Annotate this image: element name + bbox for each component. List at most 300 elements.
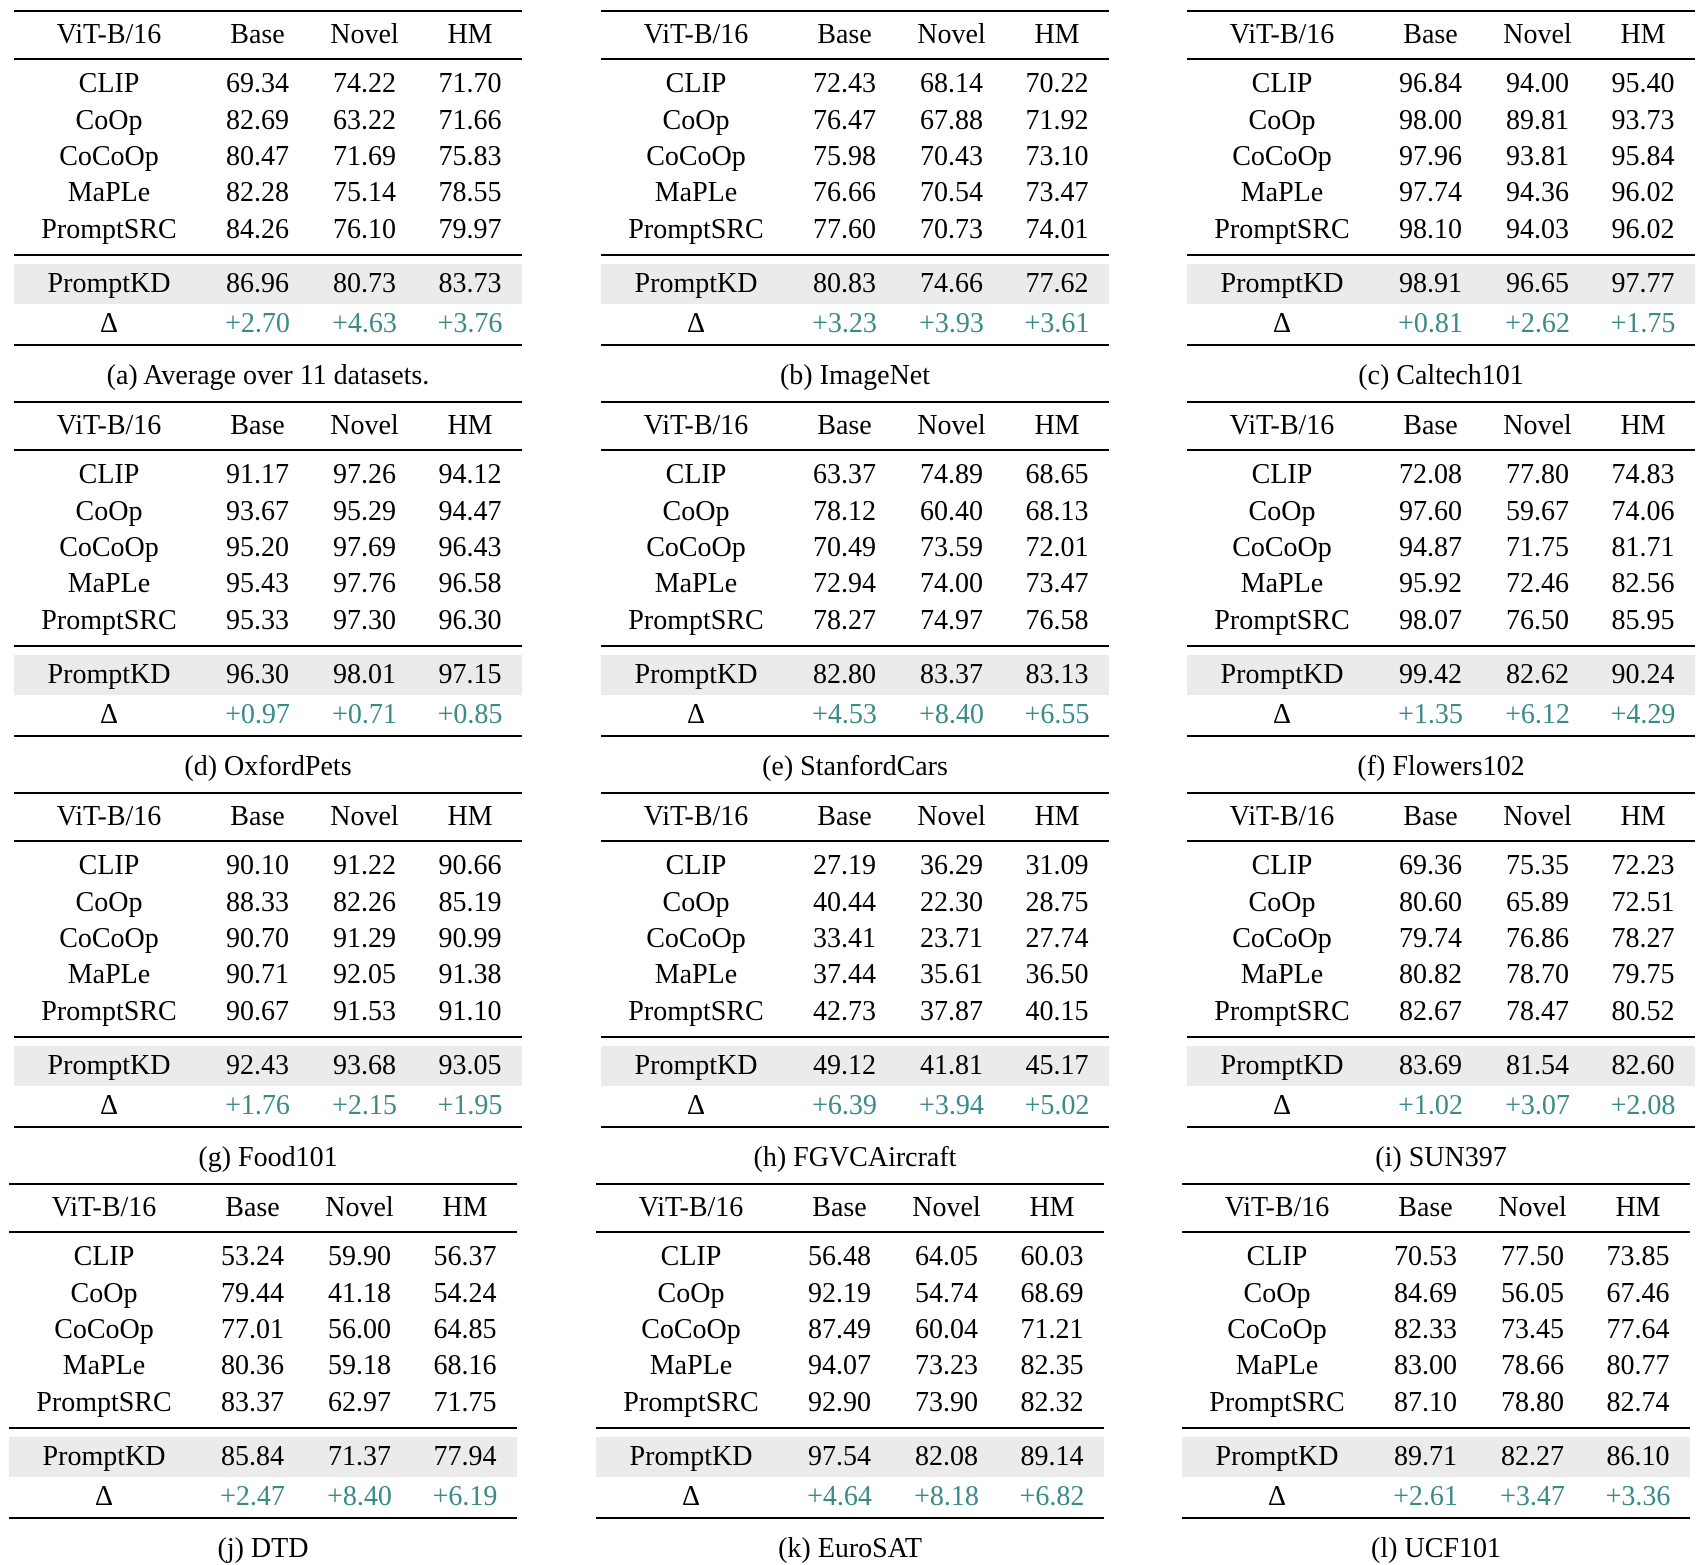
score-cell: 70.54: [920, 177, 983, 209]
score-cell: 54.24: [433, 1277, 497, 1309]
score-cell: 64.85: [433, 1313, 497, 1345]
method-name: CLIP: [660, 1241, 722, 1273]
table-row: [601, 921, 1109, 957]
score-cell: 60.04: [915, 1313, 978, 1345]
result-table: [9, 1183, 517, 1519]
table-caption: (b) ImageNet: [779, 359, 931, 391]
table-row: [596, 1385, 1104, 1428]
table-row: [1187, 603, 1695, 646]
method-name: CoOp: [662, 495, 730, 527]
metric-header: Base: [1403, 410, 1458, 441]
score-cell: 60.03: [1020, 1241, 1084, 1273]
method-name: CoOp: [1248, 886, 1316, 918]
method-name: CoOp: [75, 886, 143, 918]
result-table: [14, 10, 522, 346]
method-name: PromptKD: [601, 655, 791, 695]
metric-header: HM: [442, 1192, 488, 1223]
method-name: CoCoOp: [59, 140, 159, 172]
table-row: [1182, 1232, 1690, 1275]
delta-symbol: Δ: [686, 698, 705, 730]
score-cell: 97.77: [1591, 264, 1695, 304]
delta-cell: +4.64: [807, 1480, 872, 1512]
score-cell: 87.10: [1394, 1386, 1457, 1418]
score-cell: 59.90: [328, 1241, 391, 1273]
score-cell: 97.26: [333, 459, 396, 491]
result-table-panel: [1187, 792, 1695, 1174]
delta-cell: +6.82: [1019, 1480, 1085, 1512]
score-cell: 96.02: [1611, 213, 1675, 245]
score-cell: 72.51: [1611, 886, 1675, 918]
result-table-panel: [1182, 1183, 1690, 1565]
method-name: CoCoOp: [1232, 922, 1332, 954]
method-name: CLIP: [78, 68, 140, 100]
score-cell: 94.87: [1399, 531, 1462, 563]
score-cell: 91.17: [226, 459, 289, 491]
delta-symbol: Δ: [686, 307, 705, 339]
score-cell: 97.96: [1399, 140, 1462, 172]
method-name: PromptKD: [1187, 1046, 1377, 1086]
score-cell: 56.05: [1501, 1277, 1564, 1309]
score-cell: 97.30: [333, 604, 396, 636]
score-cell: 77.80: [1506, 459, 1569, 491]
delta-cell: +2.61: [1393, 1480, 1458, 1512]
score-cell: 73.23: [915, 1350, 978, 1382]
score-cell: 82.67: [1399, 995, 1462, 1027]
method-name: MaPLe: [67, 568, 151, 600]
result-table-panel: [9, 1183, 517, 1565]
header-row: [14, 11, 522, 59]
score-cell: 60.40: [920, 495, 983, 527]
highlighted-row: [601, 655, 1109, 695]
score-cell: 64.05: [915, 1241, 978, 1273]
score-cell: 36.29: [920, 850, 983, 882]
table-row: [601, 139, 1109, 175]
score-cell: 80.83: [791, 264, 898, 304]
score-cell: 93.67: [226, 495, 289, 527]
score-cell: 96.02: [1611, 177, 1675, 209]
score-cell: 68.13: [1025, 495, 1089, 527]
header-row: [14, 793, 522, 841]
score-cell: 82.69: [226, 104, 289, 136]
method-name: CoCoOp: [59, 922, 159, 954]
highlighted-row: [9, 1437, 517, 1477]
highlighted-row: [14, 264, 522, 304]
method-name: PromptSRC: [628, 995, 764, 1027]
score-cell: 78.27: [1611, 922, 1675, 954]
score-cell: 98.07: [1399, 604, 1462, 636]
score-cell: 89.71: [1372, 1437, 1479, 1477]
score-cell: 40.15: [1025, 995, 1089, 1027]
method-name: CoOp: [1248, 495, 1316, 527]
metric-header: Base: [230, 801, 285, 832]
score-cell: 90.24: [1591, 655, 1695, 695]
delta-cell: +0.85: [437, 698, 503, 730]
table-caption: (l) UCF101: [1371, 1532, 1501, 1564]
score-cell: 41.81: [898, 1046, 1005, 1086]
table-row: [1187, 884, 1695, 920]
result-table: [601, 792, 1109, 1128]
score-cell: 87.49: [808, 1313, 871, 1345]
score-cell: 45.17: [1005, 1046, 1109, 1086]
score-cell: 56.48: [808, 1241, 871, 1273]
result-table: [1187, 792, 1695, 1128]
score-cell: 99.42: [1377, 655, 1484, 695]
score-cell: 83.37: [221, 1386, 284, 1418]
result-table: [14, 401, 522, 737]
metric-header: HM: [1034, 410, 1080, 441]
score-cell: 76.66: [813, 177, 876, 209]
highlighted-row: [1187, 655, 1695, 695]
score-cell: 82.80: [791, 655, 898, 695]
score-cell: 74.97: [920, 604, 983, 636]
result-table-panel: [1187, 10, 1695, 392]
score-cell: 96.58: [438, 568, 502, 600]
delta-row: [596, 1477, 1104, 1518]
backbone-header: ViT-B/16: [1229, 801, 1335, 832]
delta-cell: +2.70: [225, 307, 290, 339]
delta-symbol: Δ: [686, 1089, 705, 1121]
score-cell: 49.12: [791, 1046, 898, 1086]
header-row: [1187, 793, 1695, 841]
score-cell: 90.99: [438, 922, 502, 954]
score-cell: 70.53: [1394, 1241, 1457, 1273]
method-name: PromptKD: [14, 655, 204, 695]
score-cell: 95.84: [1611, 140, 1675, 172]
table-row: [1182, 1275, 1690, 1311]
score-cell: 76.47: [813, 104, 876, 136]
metric-header: Novel: [1503, 410, 1572, 441]
score-cell: 73.45: [1501, 1313, 1564, 1345]
score-cell: 90.66: [438, 850, 502, 882]
table-row: [9, 1348, 517, 1384]
score-cell: 91.10: [438, 995, 502, 1027]
table-row: [1187, 957, 1695, 993]
table-caption: (g) Food101: [198, 1141, 338, 1173]
score-cell: 28.75: [1025, 886, 1089, 918]
delta-row: [601, 1086, 1109, 1127]
delta-cell: +3.94: [919, 1089, 984, 1121]
score-cell: 72.43: [813, 68, 876, 100]
delta-symbol: Δ: [681, 1480, 700, 1512]
score-cell: 75.83: [438, 140, 502, 172]
table-row: [9, 1275, 517, 1311]
score-cell: 65.89: [1506, 886, 1569, 918]
table-caption: (f) Flowers102: [1357, 750, 1525, 782]
header-row: [1182, 1184, 1690, 1232]
score-cell: 82.08: [893, 1437, 1000, 1477]
score-cell: 84.26: [226, 213, 289, 245]
score-cell: 82.74: [1606, 1386, 1670, 1418]
table-row: [601, 175, 1109, 211]
metric-header: HM: [1029, 1192, 1075, 1223]
score-cell: 94.12: [438, 459, 502, 491]
method-name: CoOp: [1243, 1277, 1311, 1309]
metric-header: Base: [225, 1192, 280, 1223]
highlighted-row: [601, 1046, 1109, 1086]
table-row: [14, 884, 522, 920]
score-cell: 73.59: [920, 531, 983, 563]
table-row: [596, 1275, 1104, 1311]
metric-header: Novel: [912, 1192, 981, 1223]
table-row: [1187, 59, 1695, 102]
score-cell: 92.90: [808, 1386, 871, 1418]
table-row: [9, 1312, 517, 1348]
backbone-header: ViT-B/16: [56, 19, 162, 50]
table-row: [1187, 994, 1695, 1037]
score-cell: 56.00: [328, 1313, 391, 1345]
delta-row: [1187, 695, 1695, 736]
highlighted-row: [14, 655, 522, 695]
score-cell: 95.40: [1611, 68, 1675, 100]
score-cell: 70.49: [813, 531, 876, 563]
delta-cell: +1.35: [1398, 698, 1463, 730]
table-row: [601, 566, 1109, 602]
score-cell: 95.92: [1399, 568, 1462, 600]
metric-header: Novel: [330, 410, 399, 441]
table-row: [14, 450, 522, 493]
method-name: MaPLe: [1240, 177, 1324, 209]
highlighted-row: [1187, 1046, 1695, 1086]
table-row: [1187, 530, 1695, 566]
backbone-header: ViT-B/16: [638, 1192, 744, 1223]
score-cell: 97.54: [786, 1437, 893, 1477]
result-table: [601, 10, 1109, 346]
result-table-panel: [14, 401, 522, 783]
score-cell: 80.36: [221, 1350, 284, 1382]
metric-header: Novel: [917, 19, 986, 50]
score-cell: 74.06: [1611, 495, 1675, 527]
score-cell: 72.08: [1399, 459, 1462, 491]
highlighted-row: [596, 1437, 1104, 1477]
delta-cell: +0.97: [225, 698, 290, 730]
score-cell: 78.27: [813, 604, 876, 636]
method-name: CLIP: [665, 68, 727, 100]
backbone-header: ViT-B/16: [56, 801, 162, 832]
score-cell: 22.30: [920, 886, 983, 918]
score-cell: 72.01: [1025, 531, 1089, 563]
method-name: CoOp: [657, 1277, 725, 1309]
method-name: CLIP: [665, 850, 727, 882]
method-name: CLIP: [665, 459, 727, 491]
method-name: MaPLe: [67, 959, 151, 991]
metric-header: Novel: [1503, 19, 1572, 50]
score-cell: 27.19: [813, 850, 876, 882]
score-cell: 71.69: [333, 140, 396, 172]
table-row: [14, 994, 522, 1037]
delta-row: [1182, 1477, 1690, 1518]
score-cell: 67.46: [1606, 1277, 1670, 1309]
score-cell: 73.90: [915, 1386, 978, 1418]
metric-header: Base: [817, 801, 872, 832]
method-name: CLIP: [78, 850, 140, 882]
score-cell: 63.22: [333, 104, 396, 136]
method-name: CLIP: [1251, 459, 1313, 491]
delta-cell: +2.62: [1505, 307, 1570, 339]
delta-cell: +3.47: [1500, 1480, 1565, 1512]
score-cell: 83.37: [898, 655, 1005, 695]
table-row: [1187, 566, 1695, 602]
method-name: MaPLe: [1240, 568, 1324, 600]
score-cell: 78.47: [1506, 995, 1569, 1027]
delta-cell: +4.29: [1610, 698, 1676, 730]
score-cell: 71.92: [1025, 104, 1089, 136]
result-table: [14, 792, 522, 1128]
header-row: [596, 1184, 1104, 1232]
score-cell: 73.47: [1025, 177, 1089, 209]
backbone-header: ViT-B/16: [56, 410, 162, 441]
table-row: [601, 102, 1109, 138]
table-row: [596, 1312, 1104, 1348]
table-caption: (c) Caltech101: [1358, 359, 1524, 391]
score-cell: 76.50: [1506, 604, 1569, 636]
score-cell: 85.95: [1611, 604, 1675, 636]
score-cell: 93.05: [418, 1046, 522, 1086]
method-name: PromptKD: [1187, 264, 1377, 304]
score-cell: 68.16: [433, 1350, 497, 1382]
metric-header: Base: [1403, 19, 1458, 50]
score-cell: 90.67: [226, 995, 289, 1027]
delta-cell: +8.40: [327, 1480, 392, 1512]
score-cell: 74.83: [1611, 459, 1675, 491]
score-cell: 97.74: [1399, 177, 1462, 209]
score-cell: 70.43: [920, 140, 983, 172]
table-row: [14, 59, 522, 102]
score-cell: 82.27: [1479, 1437, 1586, 1477]
score-cell: 97.69: [333, 531, 396, 563]
score-cell: 31.09: [1025, 850, 1089, 882]
metric-header: Novel: [330, 19, 399, 50]
score-cell: 71.21: [1020, 1313, 1084, 1345]
table-row: [14, 566, 522, 602]
backbone-header: ViT-B/16: [643, 801, 749, 832]
method-name: CoOp: [70, 1277, 138, 1309]
method-name: CoCoOp: [59, 531, 159, 563]
method-name: CoOp: [1248, 104, 1316, 136]
score-cell: 67.88: [920, 104, 983, 136]
score-cell: 71.75: [433, 1386, 497, 1418]
delta-cell: +8.18: [914, 1480, 979, 1512]
score-cell: 94.47: [438, 495, 502, 527]
score-cell: 78.55: [438, 177, 502, 209]
score-cell: 74.00: [920, 568, 983, 600]
method-name: CoCoOp: [646, 922, 746, 954]
score-cell: 81.54: [1484, 1046, 1591, 1086]
table-row: [601, 450, 1109, 493]
highlighted-row: [1182, 1437, 1690, 1477]
method-name: CoCoOp: [1232, 531, 1332, 563]
table-row: [1182, 1312, 1690, 1348]
score-cell: 93.81: [1506, 140, 1569, 172]
table-row: [1187, 212, 1695, 255]
table-row: [601, 603, 1109, 646]
score-cell: 68.65: [1025, 459, 1089, 491]
delta-cell: +3.07: [1505, 1089, 1570, 1121]
method-name: MaPLe: [649, 1350, 733, 1382]
delta-row: [14, 1086, 522, 1127]
metric-header: HM: [447, 19, 493, 50]
delta-cell: +1.76: [225, 1089, 290, 1121]
delta-row: [9, 1477, 517, 1518]
delta-symbol: Δ: [1267, 1480, 1286, 1512]
method-name: CLIP: [73, 1241, 135, 1273]
method-name: PromptSRC: [41, 604, 177, 636]
method-name: PromptSRC: [41, 995, 177, 1027]
score-cell: 68.69: [1020, 1277, 1084, 1309]
score-cell: 86.96: [204, 264, 311, 304]
metric-header: Novel: [917, 801, 986, 832]
delta-cell: +5.02: [1024, 1089, 1090, 1121]
delta-symbol: Δ: [1272, 698, 1291, 730]
result-table: [601, 401, 1109, 737]
score-cell: 73.47: [1025, 568, 1089, 600]
delta-symbol: Δ: [1272, 307, 1291, 339]
score-cell: 71.75: [1506, 531, 1569, 563]
method-name: PromptSRC: [1214, 995, 1350, 1027]
delta-cell: +1.75: [1610, 307, 1676, 339]
delta-symbol: Δ: [99, 698, 118, 730]
score-cell: 81.71: [1611, 531, 1675, 563]
score-cell: 98.10: [1399, 213, 1462, 245]
score-cell: 73.85: [1606, 1241, 1670, 1273]
score-cell: 97.15: [418, 655, 522, 695]
score-cell: 85.19: [438, 886, 502, 918]
metric-header: Base: [817, 410, 872, 441]
backbone-header: ViT-B/16: [1229, 410, 1335, 441]
method-name: CoCoOp: [641, 1313, 741, 1345]
score-cell: 35.61: [920, 959, 983, 991]
method-name: CoOp: [75, 495, 143, 527]
method-name: PromptSRC: [1209, 1386, 1345, 1418]
score-cell: 77.50: [1501, 1241, 1564, 1273]
score-cell: 40.44: [813, 886, 876, 918]
delta-cell: +3.93: [919, 307, 984, 339]
table-caption: (a) Average over 11 datasets.: [106, 359, 430, 391]
table-row: [14, 530, 522, 566]
score-cell: 91.53: [333, 995, 396, 1027]
score-cell: 80.52: [1611, 995, 1675, 1027]
backbone-header: ViT-B/16: [1229, 19, 1335, 50]
header-row: [14, 402, 522, 450]
score-cell: 82.60: [1591, 1046, 1695, 1086]
metric-header: HM: [1620, 410, 1666, 441]
score-cell: 71.66: [438, 104, 502, 136]
score-cell: 72.23: [1611, 850, 1675, 882]
score-cell: 70.22: [1025, 68, 1089, 100]
delta-cell: +6.55: [1024, 698, 1090, 730]
table-row: [14, 957, 522, 993]
table-row: [1187, 450, 1695, 493]
backbone-header: ViT-B/16: [643, 410, 749, 441]
method-name: PromptSRC: [41, 213, 177, 245]
metric-header: Base: [812, 1192, 867, 1223]
table-row: [601, 493, 1109, 529]
header-row: [601, 402, 1109, 450]
table-row: [601, 957, 1109, 993]
score-cell: 80.73: [311, 264, 418, 304]
method-name: CoOp: [75, 104, 143, 136]
score-cell: 82.62: [1484, 655, 1591, 695]
metric-header: Base: [817, 19, 872, 50]
delta-cell: +3.76: [437, 307, 503, 339]
score-cell: 95.29: [333, 495, 396, 527]
score-cell: 79.75: [1611, 959, 1675, 991]
delta-cell: +3.61: [1024, 307, 1090, 339]
table-caption: (h) FGVCAircraft: [753, 1141, 957, 1173]
score-cell: 97.60: [1399, 495, 1462, 527]
score-cell: 83.73: [418, 264, 522, 304]
table-row: [596, 1232, 1104, 1275]
method-name: PromptKD: [9, 1437, 199, 1477]
